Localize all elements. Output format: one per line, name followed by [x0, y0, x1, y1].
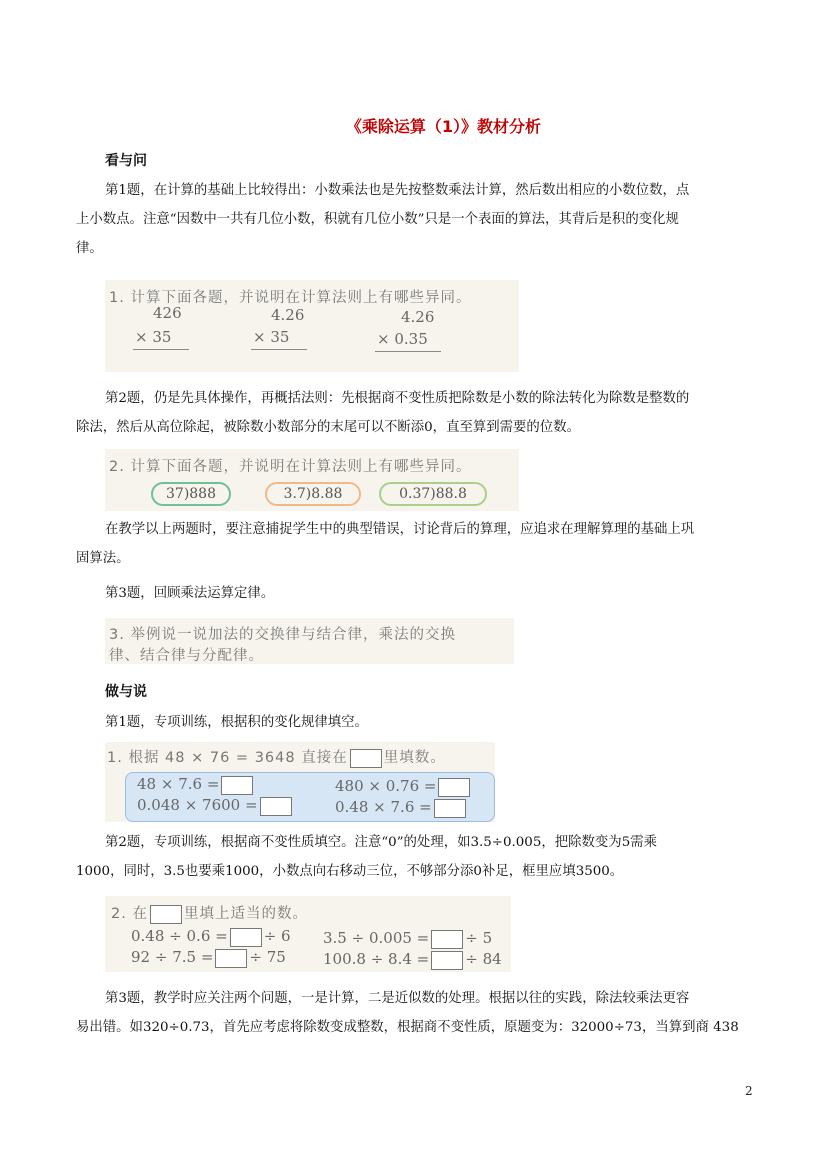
- document-title: 《乘除运算（1）》教材分析: [345, 117, 542, 136]
- figure-text: 律、结合律与分配律。: [109, 648, 264, 664]
- exercise-expression: ÷ 75: [249, 948, 286, 966]
- exercise-expression: ÷ 84: [465, 950, 502, 968]
- paragraph-4: [105, 579, 770, 608]
- exercise-expression: 48 × 7.6 =: [137, 775, 220, 793]
- exercise-expression: 0.48 × 7.6 =: [335, 798, 432, 816]
- textbook-figure-product-rule: [105, 742, 495, 822]
- paragraph-line: 在教学以上两题时，要注意捕捉学生中的典型错误，讨论背后的算理，应追求在理解算理的基础上巩: [105, 522, 695, 537]
- exercise-item: [335, 798, 468, 818]
- paragraph-line: 第1题，专项训练，根据积的变化规律填空。: [105, 715, 368, 730]
- paragraph-line: 第2题，专项训练，根据商不变性质填空。注意“0”的处理，如3.5÷0.005，把除数变为5需乘: [105, 835, 657, 850]
- blank-box-icon: [150, 905, 182, 924]
- exercise-item: [323, 929, 492, 949]
- exercise-item: [131, 927, 291, 947]
- exercise-item: [335, 777, 472, 797]
- figure-question: [111, 902, 308, 924]
- paragraph-2: [76, 384, 770, 442]
- answer-box[interactable]: [260, 797, 292, 816]
- paragraph-line: 第3题，回顾乘法运算定律。: [105, 586, 275, 601]
- answer-box[interactable]: [434, 799, 466, 818]
- paragraph-line: 律。: [76, 241, 103, 256]
- textbook-figure-quotient-rule: [105, 896, 511, 972]
- problem-top: 426: [153, 304, 182, 322]
- figure-text: 3. 举例说一说加法的交换律与结合律，乘法的交换: [109, 627, 456, 643]
- exercise-expression: 3.5 ÷ 0.005 =: [323, 929, 430, 947]
- paragraph-line: 除法，然后从高位除起，被除数小数部分的末尾可以不断添0，直至算到需要的位数。: [76, 420, 580, 435]
- answer-box[interactable]: [438, 778, 470, 797]
- problem-top: 4.26: [401, 308, 435, 326]
- exercise-item: [131, 948, 286, 968]
- figure-question-prefix: 1. 根据 48 × 76 = 3648 直接在: [107, 750, 348, 766]
- problem-rule: [133, 349, 189, 350]
- problem-rule: [251, 349, 307, 350]
- paragraph-line: 1000，同时，3.5也要乘1000，小数点向右移动三位，不够部分添0补足，框里应填3500。: [76, 864, 624, 879]
- exercise-expression: ÷ 6: [263, 927, 291, 945]
- exercise-expression: 100.8 ÷ 8.4 =: [323, 950, 430, 968]
- exercise-expression: ÷ 5: [465, 929, 493, 947]
- paragraph-line: 第2题，仍是先具体操作，再概括法则：先根据商不变性质把除数是小数的除法转化为除数是整数的: [105, 391, 690, 406]
- answer-box[interactable]: [431, 930, 463, 949]
- section-heading-look-ask: 看与问: [105, 153, 147, 169]
- figure-question-suffix: 里填数。: [383, 750, 446, 766]
- paragraph-5: [105, 708, 770, 737]
- exercise-item: [323, 950, 502, 970]
- problem-bottom: × 35: [253, 328, 290, 346]
- figure-question-prefix: 2. 在: [111, 906, 148, 922]
- section-heading-do-say: 做与说: [105, 684, 147, 700]
- answer-box[interactable]: [221, 776, 253, 795]
- textbook-figure-multiplication: [105, 280, 519, 372]
- figure-question-suffix: 里填上适当的数。: [183, 906, 308, 922]
- problem-bottom: × 35: [135, 328, 172, 346]
- exercise-expression: 0.48 ÷ 0.6 =: [131, 927, 228, 945]
- problem-bottom: × 0.35: [377, 330, 428, 348]
- textbook-figure-division: [105, 449, 519, 511]
- exercise-expression: 92 ÷ 7.5 =: [131, 948, 214, 966]
- division-problem: 37)888: [151, 482, 231, 506]
- paragraph-line: 第1题，在计算的基础上比较得出：小数乘法也是先按整数乘法计算，然后数出相应的小数位数，点: [105, 183, 690, 198]
- exercise-expression: 0.048 × 7600 =: [137, 796, 258, 814]
- problem-rule: [375, 351, 441, 352]
- paragraph-line: 易出错。如320÷0.73，首先应考虑将除数变成整数，根据商不变性质，原题变为：32000÷73，当算到商 438: [76, 1020, 739, 1035]
- answer-box[interactable]: [230, 928, 262, 947]
- division-problem: 3.7)8.88: [265, 482, 361, 506]
- answer-box[interactable]: [431, 951, 463, 970]
- textbook-figure-laws: [105, 618, 514, 664]
- paragraph-3: [76, 515, 770, 573]
- exercise-item: [137, 796, 294, 816]
- figure-question: 1. 计算下面各题，并说明在计算法则上有哪些异同。: [109, 290, 472, 306]
- paragraph-line: 固算法。: [76, 551, 130, 566]
- answer-box[interactable]: [215, 949, 247, 968]
- paragraph-7: [76, 984, 770, 1042]
- exercise-item: [137, 775, 255, 795]
- paragraph-line: 第3题，教学时应关注两个问题，一是计算，二是近似数的处理。根据以往的实践，除法较乘法更容: [105, 991, 690, 1006]
- page-number: 2: [745, 1084, 753, 1098]
- paragraph-1: [76, 176, 770, 263]
- division-problem: 0.37)88.8: [379, 482, 487, 506]
- paragraph-6: [76, 828, 770, 886]
- paragraph-line: 上小数点。注意“因数中一共有几位小数，积就有几位小数”只是一个表面的算法，其背后是积的变化规: [76, 212, 679, 227]
- figure-question: [107, 746, 446, 768]
- exercise-expression: 480 × 0.76 =: [335, 777, 437, 795]
- figure-question: 2. 计算下面各题，并说明在计算法则上有哪些异同。: [109, 459, 472, 475]
- blank-box-icon: [350, 749, 382, 768]
- problem-top: 4.26: [271, 306, 305, 324]
